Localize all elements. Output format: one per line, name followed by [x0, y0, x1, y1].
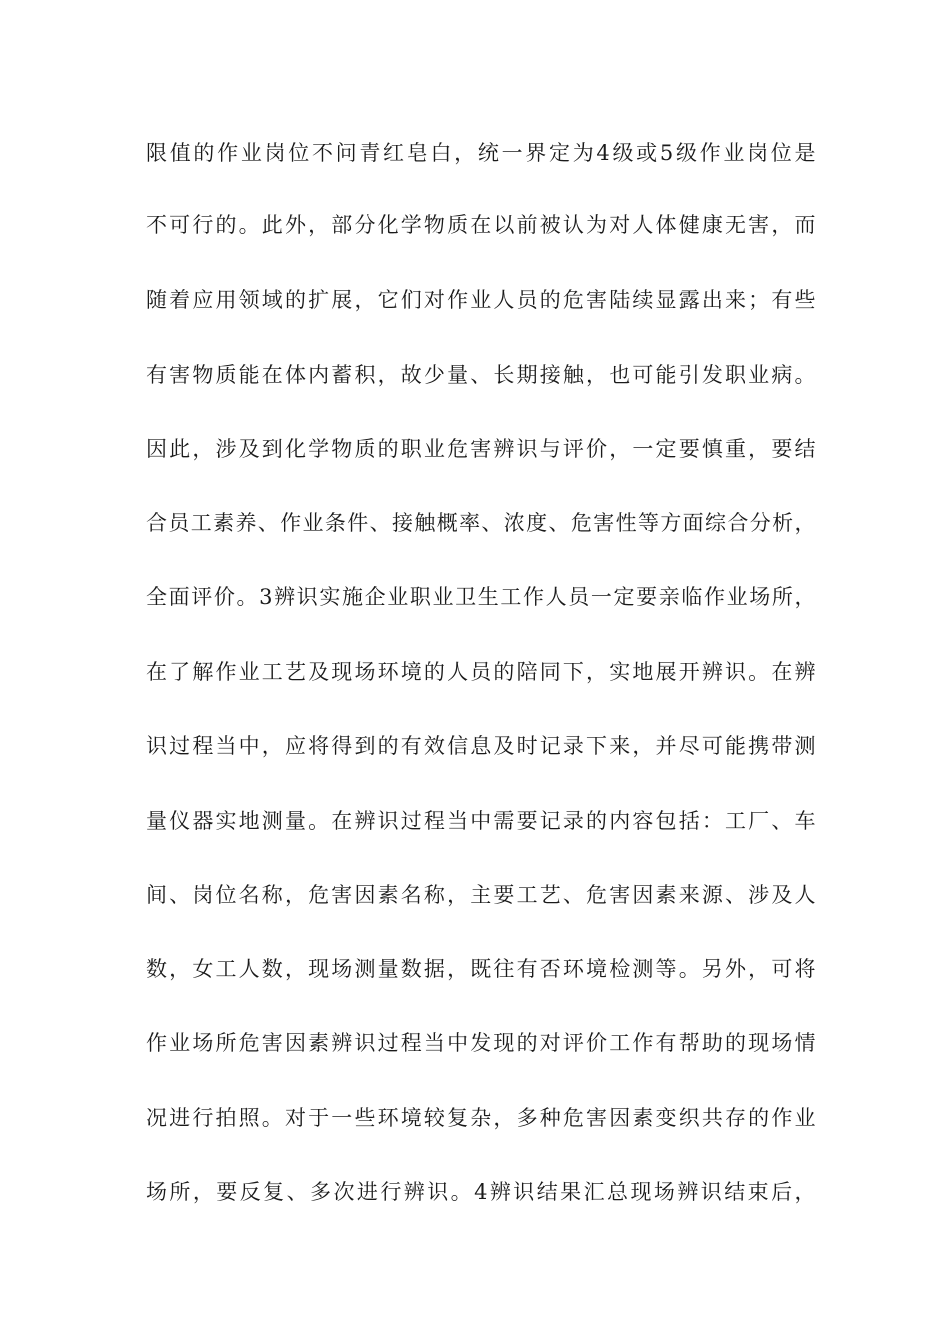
text-line-3: 随着应用领域的扩展，它们对作业人员的危害陆续显露出来；有些	[146, 288, 816, 312]
text-line-5: 因此，涉及到化学物质的职业危害辨识与评价，一定要慎重，要结	[146, 437, 816, 461]
text-line-1: 限值的作业岗位不问青红皂白，统一界定为4级或5级作业岗位是	[146, 141, 816, 165]
text-line-15: 场所，要反复、多次进行辨识。4辨识结果汇总现场辨识结束后，	[146, 1180, 816, 1204]
text-line-13: 作业场所危害因素辨识过程当中发现的对评价工作有帮助的现场情	[146, 1031, 816, 1055]
text-line-10: 量仪器实地测量。在辨识过程当中需要记录的内容包括：工厂、车	[146, 809, 816, 833]
text-line-8: 在了解作业工艺及现场环境的人员的陪同下，实地展开辨识。在辨	[146, 660, 816, 684]
text-line-7: 全面评价。3辨识实施企业职业卫生工作人员一定要亲临作业场所，	[146, 585, 816, 609]
text-line-11: 间、岗位名称，危害因素名称，主要工艺、危害因素来源、涉及人	[146, 883, 816, 907]
text-line-4: 有害物质能在体内蓄积，故少量、长期接触，也可能引发职业病。	[146, 363, 816, 387]
text-line-12: 数，女工人数，现场测量数据，既往有否环境检测等。另外，可将	[146, 957, 816, 981]
text-line-6: 合员工素养、作业条件、接触概率、浓度、危害性等方面综合分析，	[146, 511, 816, 535]
text-line-14: 况进行拍照。对于一些环境较复杂，多种危害因素变织共存的作业	[146, 1106, 816, 1130]
text-line-2: 不可行的。此外，部分化学物质在以前被认为对人体健康无害，而	[146, 213, 816, 237]
text-line-9: 识过程当中，应将得到的有效信息及时记录下来，并尽可能携带测	[146, 734, 816, 758]
